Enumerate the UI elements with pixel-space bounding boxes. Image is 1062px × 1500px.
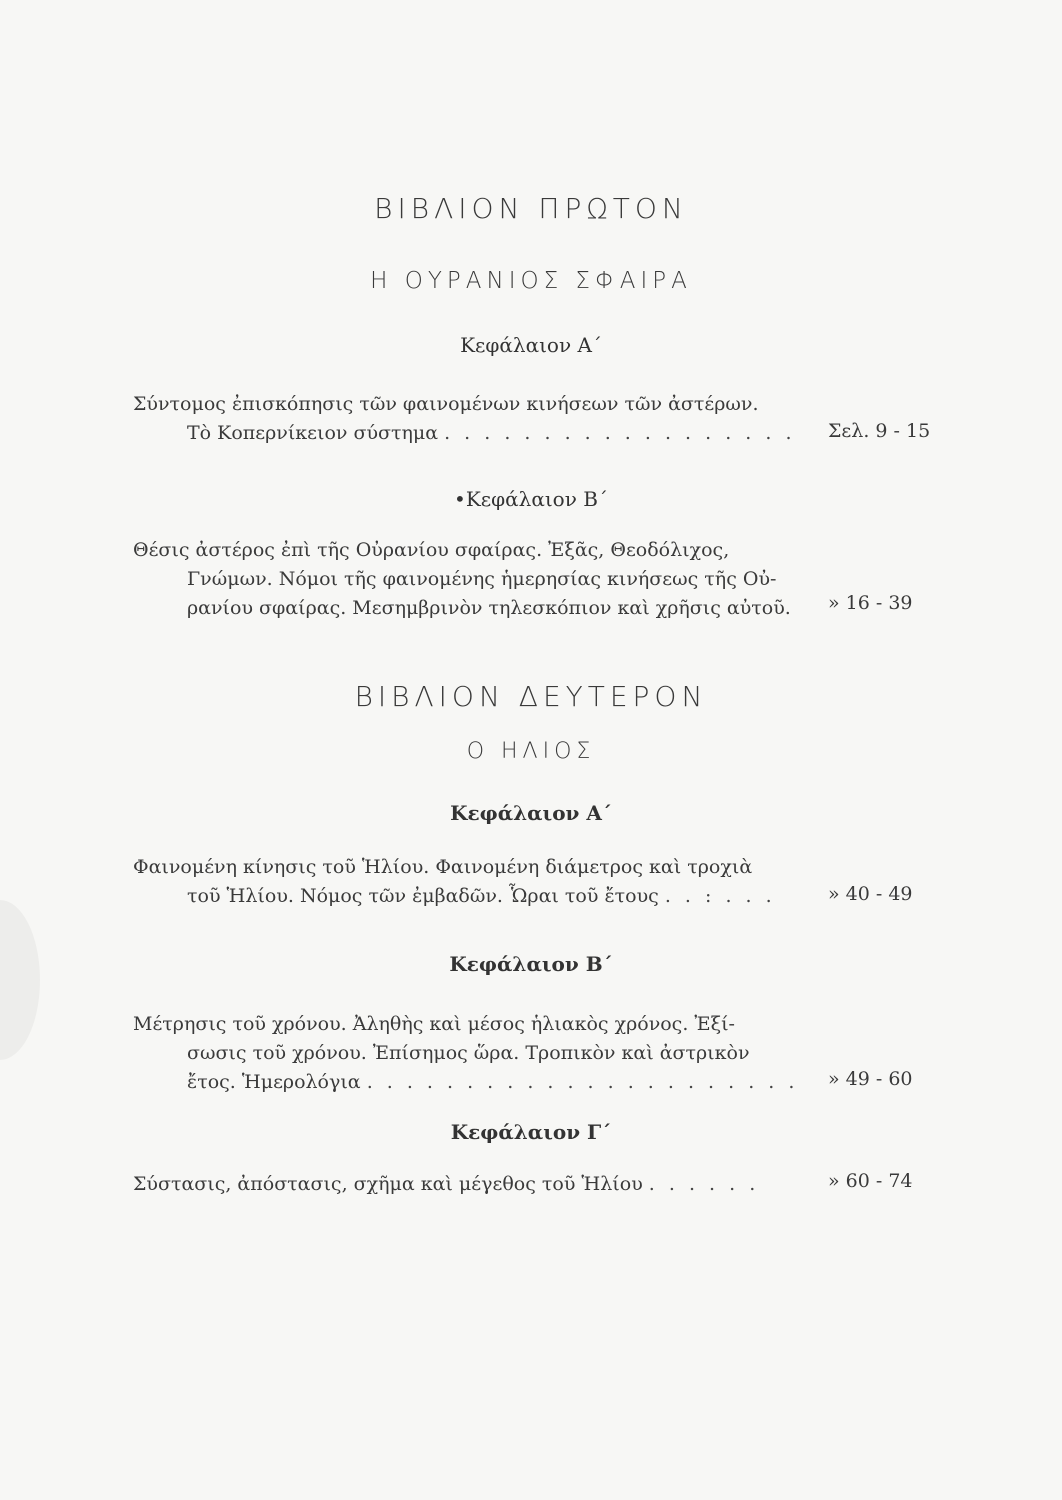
page-range: » 60 - 74 — [828, 1170, 913, 1192]
page-range: » 16 - 39 — [828, 592, 913, 614]
entry-text: Τὸ Κοπερνίκειον σύστημα — [187, 422, 439, 444]
entry-text: τοῦ Ἡλίου. Νόμος τῶν ἐμβαδῶν. Ὧραι τοῦ ἔτους — [187, 885, 659, 907]
page-range: Σελ. 9 - 15 — [828, 420, 931, 442]
entry-line — [133, 1068, 823, 1097]
chapter-heading: Κεφάλαιον Α΄ — [450, 801, 612, 825]
entry-line: Μέτρησις τοῦ χρόνου. Ἀληθὴς καὶ μέσος ἡλιακὸς χρόνος. Ἐξί- — [133, 1013, 735, 1035]
toc-entry — [133, 390, 823, 448]
book-two-subtitle: Ο ΗΛΙΟΣ — [466, 739, 596, 764]
entry-line — [133, 419, 823, 448]
book-one-title: ΒΙΒΛΙΟΝ ΠΡΩΤΟΝ — [374, 192, 688, 225]
entry-line — [133, 882, 823, 911]
dot-leader: . . . . . . . . . . . . . . . . . . — [444, 422, 796, 444]
entry-line: σωσις τοῦ χρόνου. Ἐπίσημος ὥρα. Τροπικὸν καὶ ἀστρικὸν — [187, 1042, 750, 1064]
book-one-subtitle: Η ΟΥΡΑΝΙΟΣ ΣΦΑΙΡΑ — [370, 268, 692, 294]
toc-entry — [133, 1010, 823, 1097]
entry-line: Σύντομος ἐπισκόπησις τῶν φαινομένων κινήσεων τῶν ἀστέρων. — [133, 393, 759, 415]
toc-entry — [133, 536, 823, 623]
chapter-heading: Κεφάλαιον Β΄ — [449, 952, 613, 976]
toc-entry — [133, 853, 823, 911]
entry-line: Θέσις ἀστέρος ἐπὶ τῆς Οὐρανίου σφαίρας. Ἐξᾶς, Θεοδόλιχος, — [133, 539, 730, 561]
entry-line — [133, 1170, 823, 1199]
chapter-heading: Κεφάλαιον Γ΄ — [450, 1120, 612, 1144]
page-range: » 49 - 60 — [828, 1068, 913, 1090]
page-range: » 40 - 49 — [828, 883, 913, 905]
entry-text: ἔτος. Ἡμερολόγια — [187, 1071, 361, 1093]
dot-leader: . . . . . . . . . . . . . . . . . . . . . . — [366, 1071, 799, 1093]
entry-text: Σύστασις, ἀπόστασις, σχῆμα καὶ μέγεθος τοῦ Ἡλίου — [133, 1173, 643, 1195]
entry-line: Φαινομένη κίνησις τοῦ Ἡλίου. Φαινομένη διάμετρος καὶ τροχιὰ — [133, 856, 753, 878]
toc-entry — [133, 1170, 823, 1199]
page-stain — [0, 900, 40, 1060]
chapter-heading: •Κεφάλαιον Β΄ — [454, 487, 608, 511]
dot-leader: . . . . . . — [648, 1173, 760, 1195]
dot-leader: . . : . . . — [664, 885, 776, 907]
entry-line: Γνώμων. Νόμοι τῆς φαινομένης ἡμερησίας κινήσεως τῆς Οὐ- — [187, 568, 777, 590]
chapter-heading: Κεφάλαιον Α΄ — [460, 333, 602, 357]
entry-line: ρανίου σφαίρας. Μεσημβρινὸν τηλεσκόπιον καὶ χρῆσις αὐτοῦ. — [187, 597, 791, 619]
book-two-title: ΒΙΒΛΙΟΝ ΔΕΥΤΕΡΟΝ — [354, 680, 708, 713]
